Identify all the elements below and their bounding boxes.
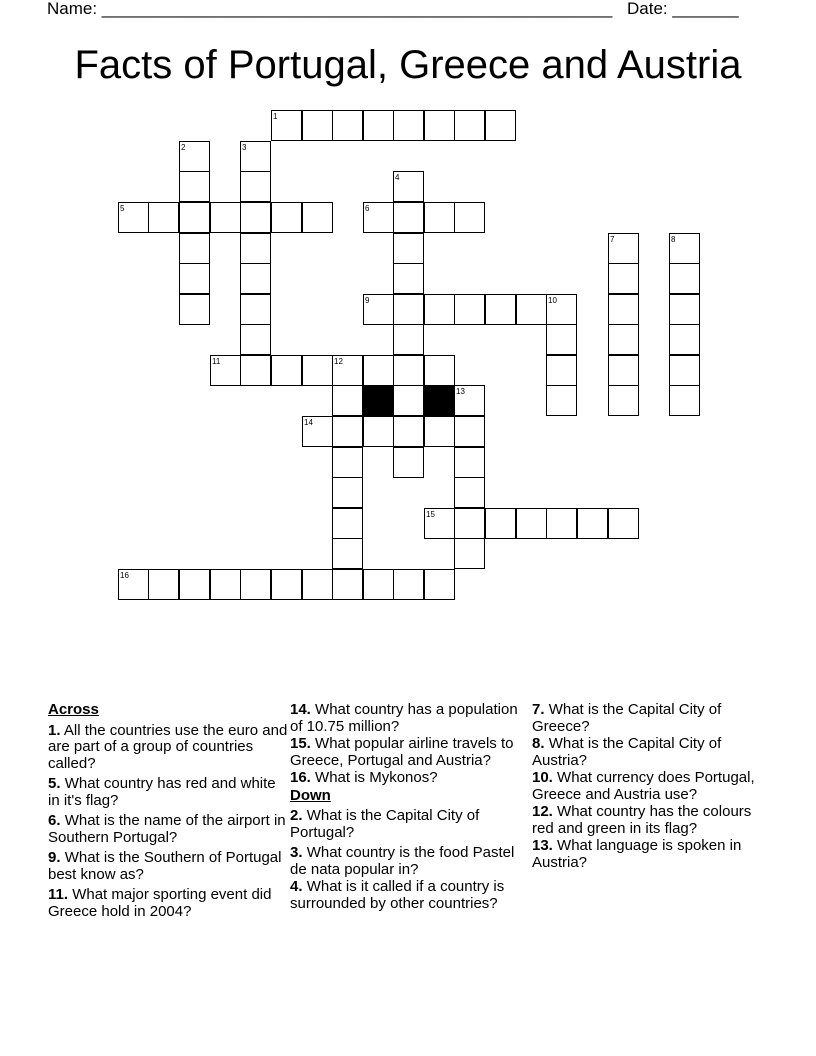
crossword-cell[interactable] bbox=[424, 110, 455, 141]
crossword-cell[interactable] bbox=[393, 416, 424, 447]
clue-number-label: 6 bbox=[365, 204, 370, 213]
clue-across-14: 14. What country has a population of 10.75 million? bbox=[290, 701, 518, 735]
crossword-cell[interactable] bbox=[240, 263, 271, 294]
crossword-cell[interactable] bbox=[302, 202, 333, 233]
clue-number-label: 5 bbox=[120, 204, 125, 213]
crossword-cell[interactable] bbox=[179, 202, 210, 233]
clue-across-11: 11. What major sporting event did Greece hold in 2004? bbox=[48, 886, 272, 920]
crossword-cell[interactable] bbox=[271, 202, 302, 233]
crossword-cell[interactable] bbox=[302, 416, 333, 447]
crossword-cell[interactable] bbox=[485, 508, 516, 539]
clue-number-label: 7 bbox=[610, 235, 615, 244]
crossword-cell[interactable] bbox=[240, 202, 271, 233]
crossword-cell[interactable] bbox=[118, 202, 149, 233]
crossword-cell[interactable] bbox=[148, 569, 179, 600]
crossword-cell[interactable] bbox=[516, 508, 547, 539]
crossword-cell[interactable] bbox=[546, 324, 577, 355]
crossword-cell[interactable] bbox=[363, 416, 394, 447]
crossword-cell[interactable] bbox=[546, 508, 577, 539]
crossword-cell[interactable] bbox=[332, 355, 363, 386]
clue-number-label: 12 bbox=[334, 357, 343, 366]
clue-column-2 bbox=[290, 702, 530, 913]
crossword-cell[interactable] bbox=[240, 233, 271, 264]
crossword-cell[interactable] bbox=[271, 569, 302, 600]
crossword-cell[interactable] bbox=[302, 355, 333, 386]
clue-across-5: 5. What country has red and white in it's flag? bbox=[48, 775, 276, 809]
date-line: Date: _______ bbox=[627, 0, 739, 18]
clue-across-15: 15. What popular airline travels to Greece, Portugal and Austria? bbox=[290, 735, 514, 769]
crossword-cell[interactable] bbox=[179, 233, 210, 264]
clue-number-label: 15 bbox=[426, 510, 435, 519]
crossword-cell[interactable] bbox=[546, 294, 577, 325]
crossword-cell[interactable] bbox=[332, 416, 363, 447]
crossword-cell[interactable] bbox=[669, 355, 700, 386]
crossword-cell[interactable] bbox=[393, 355, 424, 386]
crossword-cell[interactable] bbox=[240, 569, 271, 600]
crossword-cell[interactable] bbox=[516, 294, 547, 325]
crossword-cell[interactable] bbox=[454, 294, 485, 325]
down-heading: Down bbox=[290, 786, 331, 804]
crossword-cell[interactable] bbox=[332, 447, 363, 478]
clue-number-label: 10 bbox=[548, 296, 557, 305]
crossword-cell[interactable] bbox=[454, 538, 485, 569]
crossword-cell[interactable] bbox=[608, 508, 639, 539]
clue-down-7: 7. What is the Capital City of Greece? bbox=[532, 701, 722, 735]
crossword-cell[interactable] bbox=[454, 110, 485, 141]
name-line: Name: ______________________________________________________ bbox=[47, 0, 613, 18]
crossword-cell[interactable] bbox=[393, 202, 424, 233]
crossword-cell[interactable] bbox=[240, 324, 271, 355]
crossword-cell[interactable] bbox=[577, 508, 608, 539]
crossword-cell[interactable] bbox=[393, 294, 424, 325]
crossword-cell[interactable] bbox=[363, 355, 394, 386]
clue-number-label: 8 bbox=[671, 235, 676, 244]
clue-number-label: 2 bbox=[181, 143, 186, 152]
crossword-cell[interactable] bbox=[393, 447, 424, 478]
crossword-black-cell bbox=[363, 385, 394, 416]
crossword-cell[interactable] bbox=[424, 416, 455, 447]
crossword-cell[interactable] bbox=[271, 110, 302, 141]
crossword-cell[interactable] bbox=[454, 416, 485, 447]
crossword-cell[interactable] bbox=[669, 324, 700, 355]
across-heading: Across bbox=[48, 701, 99, 718]
clue-number-label: 4 bbox=[395, 173, 400, 182]
clue-number-label: 16 bbox=[120, 571, 129, 580]
crossword-cell[interactable] bbox=[424, 294, 455, 325]
crossword-cell[interactable] bbox=[363, 294, 394, 325]
crossword-cell[interactable] bbox=[302, 569, 333, 600]
crossword-cell[interactable] bbox=[332, 477, 363, 508]
clue-number-label: 13 bbox=[456, 387, 465, 396]
crossword-cell[interactable] bbox=[424, 355, 455, 386]
clue-across-9: 9. What is the Southern of Portugal best know as? bbox=[48, 849, 282, 883]
clue-across-16: 16. What is Mykonos? bbox=[290, 769, 438, 786]
crossword-cell[interactable] bbox=[332, 110, 363, 141]
clue-number-label: 9 bbox=[365, 296, 370, 305]
crossword-cell[interactable] bbox=[424, 569, 455, 600]
crossword-cell[interactable] bbox=[485, 294, 516, 325]
page-title: Facts of Portugal, Greece and Austria bbox=[74, 43, 742, 87]
crossword-cell[interactable] bbox=[179, 263, 210, 294]
crossword-cell[interactable] bbox=[332, 538, 363, 569]
crossword-cell[interactable] bbox=[424, 508, 455, 539]
crossword-cell[interactable] bbox=[608, 294, 639, 325]
crossword-cell[interactable] bbox=[608, 233, 639, 264]
clue-down-4: 4. What is it called if a country is surrounded by other countries? bbox=[290, 878, 505, 912]
clue-number-label: 11 bbox=[212, 357, 221, 366]
clue-down-10: 10. What currency does Portugal, Greece and Austria use? bbox=[532, 769, 755, 803]
crossword-cell[interactable] bbox=[608, 355, 639, 386]
crossword-cell[interactable] bbox=[332, 385, 363, 416]
crossword-cell[interactable] bbox=[363, 569, 394, 600]
clue-number-label: 3 bbox=[242, 143, 247, 152]
crossword-cell[interactable] bbox=[608, 324, 639, 355]
crossword-cell[interactable] bbox=[210, 355, 241, 386]
crossword-cell[interactable] bbox=[240, 141, 271, 172]
crossword-cell[interactable] bbox=[669, 385, 700, 416]
crossword-cell[interactable] bbox=[332, 569, 363, 600]
clue-number-label: 1 bbox=[273, 112, 278, 121]
crossword-cell[interactable] bbox=[454, 508, 485, 539]
crossword-cell[interactable] bbox=[454, 447, 485, 478]
crossword-cell[interactable] bbox=[240, 355, 271, 386]
clue-across-1: 1. All the countries use the euro and are part of a group of countries called? bbox=[48, 721, 288, 772]
crossword-cell[interactable] bbox=[302, 110, 333, 141]
crossword-cell[interactable] bbox=[179, 171, 210, 202]
crossword-cell[interactable] bbox=[271, 355, 302, 386]
clue-number-label: 14 bbox=[304, 418, 313, 427]
crossword-cell[interactable] bbox=[179, 294, 210, 325]
crossword-cell[interactable] bbox=[393, 233, 424, 264]
crossword-cell[interactable] bbox=[363, 110, 394, 141]
crossword-cell[interactable] bbox=[332, 508, 363, 539]
crossword-cell[interactable] bbox=[363, 202, 394, 233]
crossword-black-cell bbox=[424, 385, 455, 416]
crossword-cell[interactable] bbox=[210, 569, 241, 600]
crossword-cell[interactable] bbox=[546, 355, 577, 386]
crossword-cell[interactable] bbox=[424, 202, 455, 233]
crossword-cell[interactable] bbox=[454, 477, 485, 508]
crossword-cell[interactable] bbox=[669, 263, 700, 294]
crossword-cell[interactable] bbox=[454, 202, 485, 233]
crossword-cell[interactable] bbox=[454, 385, 485, 416]
crossword-cell[interactable] bbox=[240, 171, 271, 202]
crossword-cell[interactable] bbox=[608, 263, 639, 294]
crossword-cell[interactable] bbox=[118, 569, 149, 600]
clue-down-12: 12. What country has the colours red and green in its flag? bbox=[532, 803, 752, 837]
clue-column-3 bbox=[532, 702, 772, 872]
clue-column-1 bbox=[48, 702, 288, 921]
crossword-cell[interactable] bbox=[393, 324, 424, 355]
crossword-cell[interactable] bbox=[669, 294, 700, 325]
clue-across-6: 6. What is the name of the airport in Southern Portugal? bbox=[48, 812, 286, 846]
crossword-cell[interactable] bbox=[393, 385, 424, 416]
crossword-cell[interactable] bbox=[179, 141, 210, 172]
clue-down-8: 8. What is the Capital City of Austria? bbox=[532, 735, 722, 769]
clue-down-3: 3. What country is the food Pastel de nata popular in? bbox=[290, 844, 515, 878]
clue-down-2: 2. What is the Capital City of Portugal? bbox=[290, 807, 480, 841]
crossword-cell[interactable] bbox=[148, 202, 179, 233]
crossword-cell[interactable] bbox=[393, 171, 424, 202]
crossword-cell[interactable] bbox=[669, 233, 700, 264]
crossword-cell[interactable] bbox=[210, 202, 241, 233]
crossword-cell[interactable] bbox=[393, 110, 424, 141]
crossword-cell[interactable] bbox=[393, 263, 424, 294]
crossword-cell[interactable] bbox=[179, 569, 210, 600]
crossword-cell[interactable] bbox=[608, 385, 639, 416]
crossword-cell[interactable] bbox=[485, 110, 516, 141]
clue-down-13: 13. What language is spoken in Austria? bbox=[532, 837, 742, 871]
crossword-cell[interactable] bbox=[393, 569, 424, 600]
crossword-cell[interactable] bbox=[546, 385, 577, 416]
crossword-cell[interactable] bbox=[240, 294, 271, 325]
